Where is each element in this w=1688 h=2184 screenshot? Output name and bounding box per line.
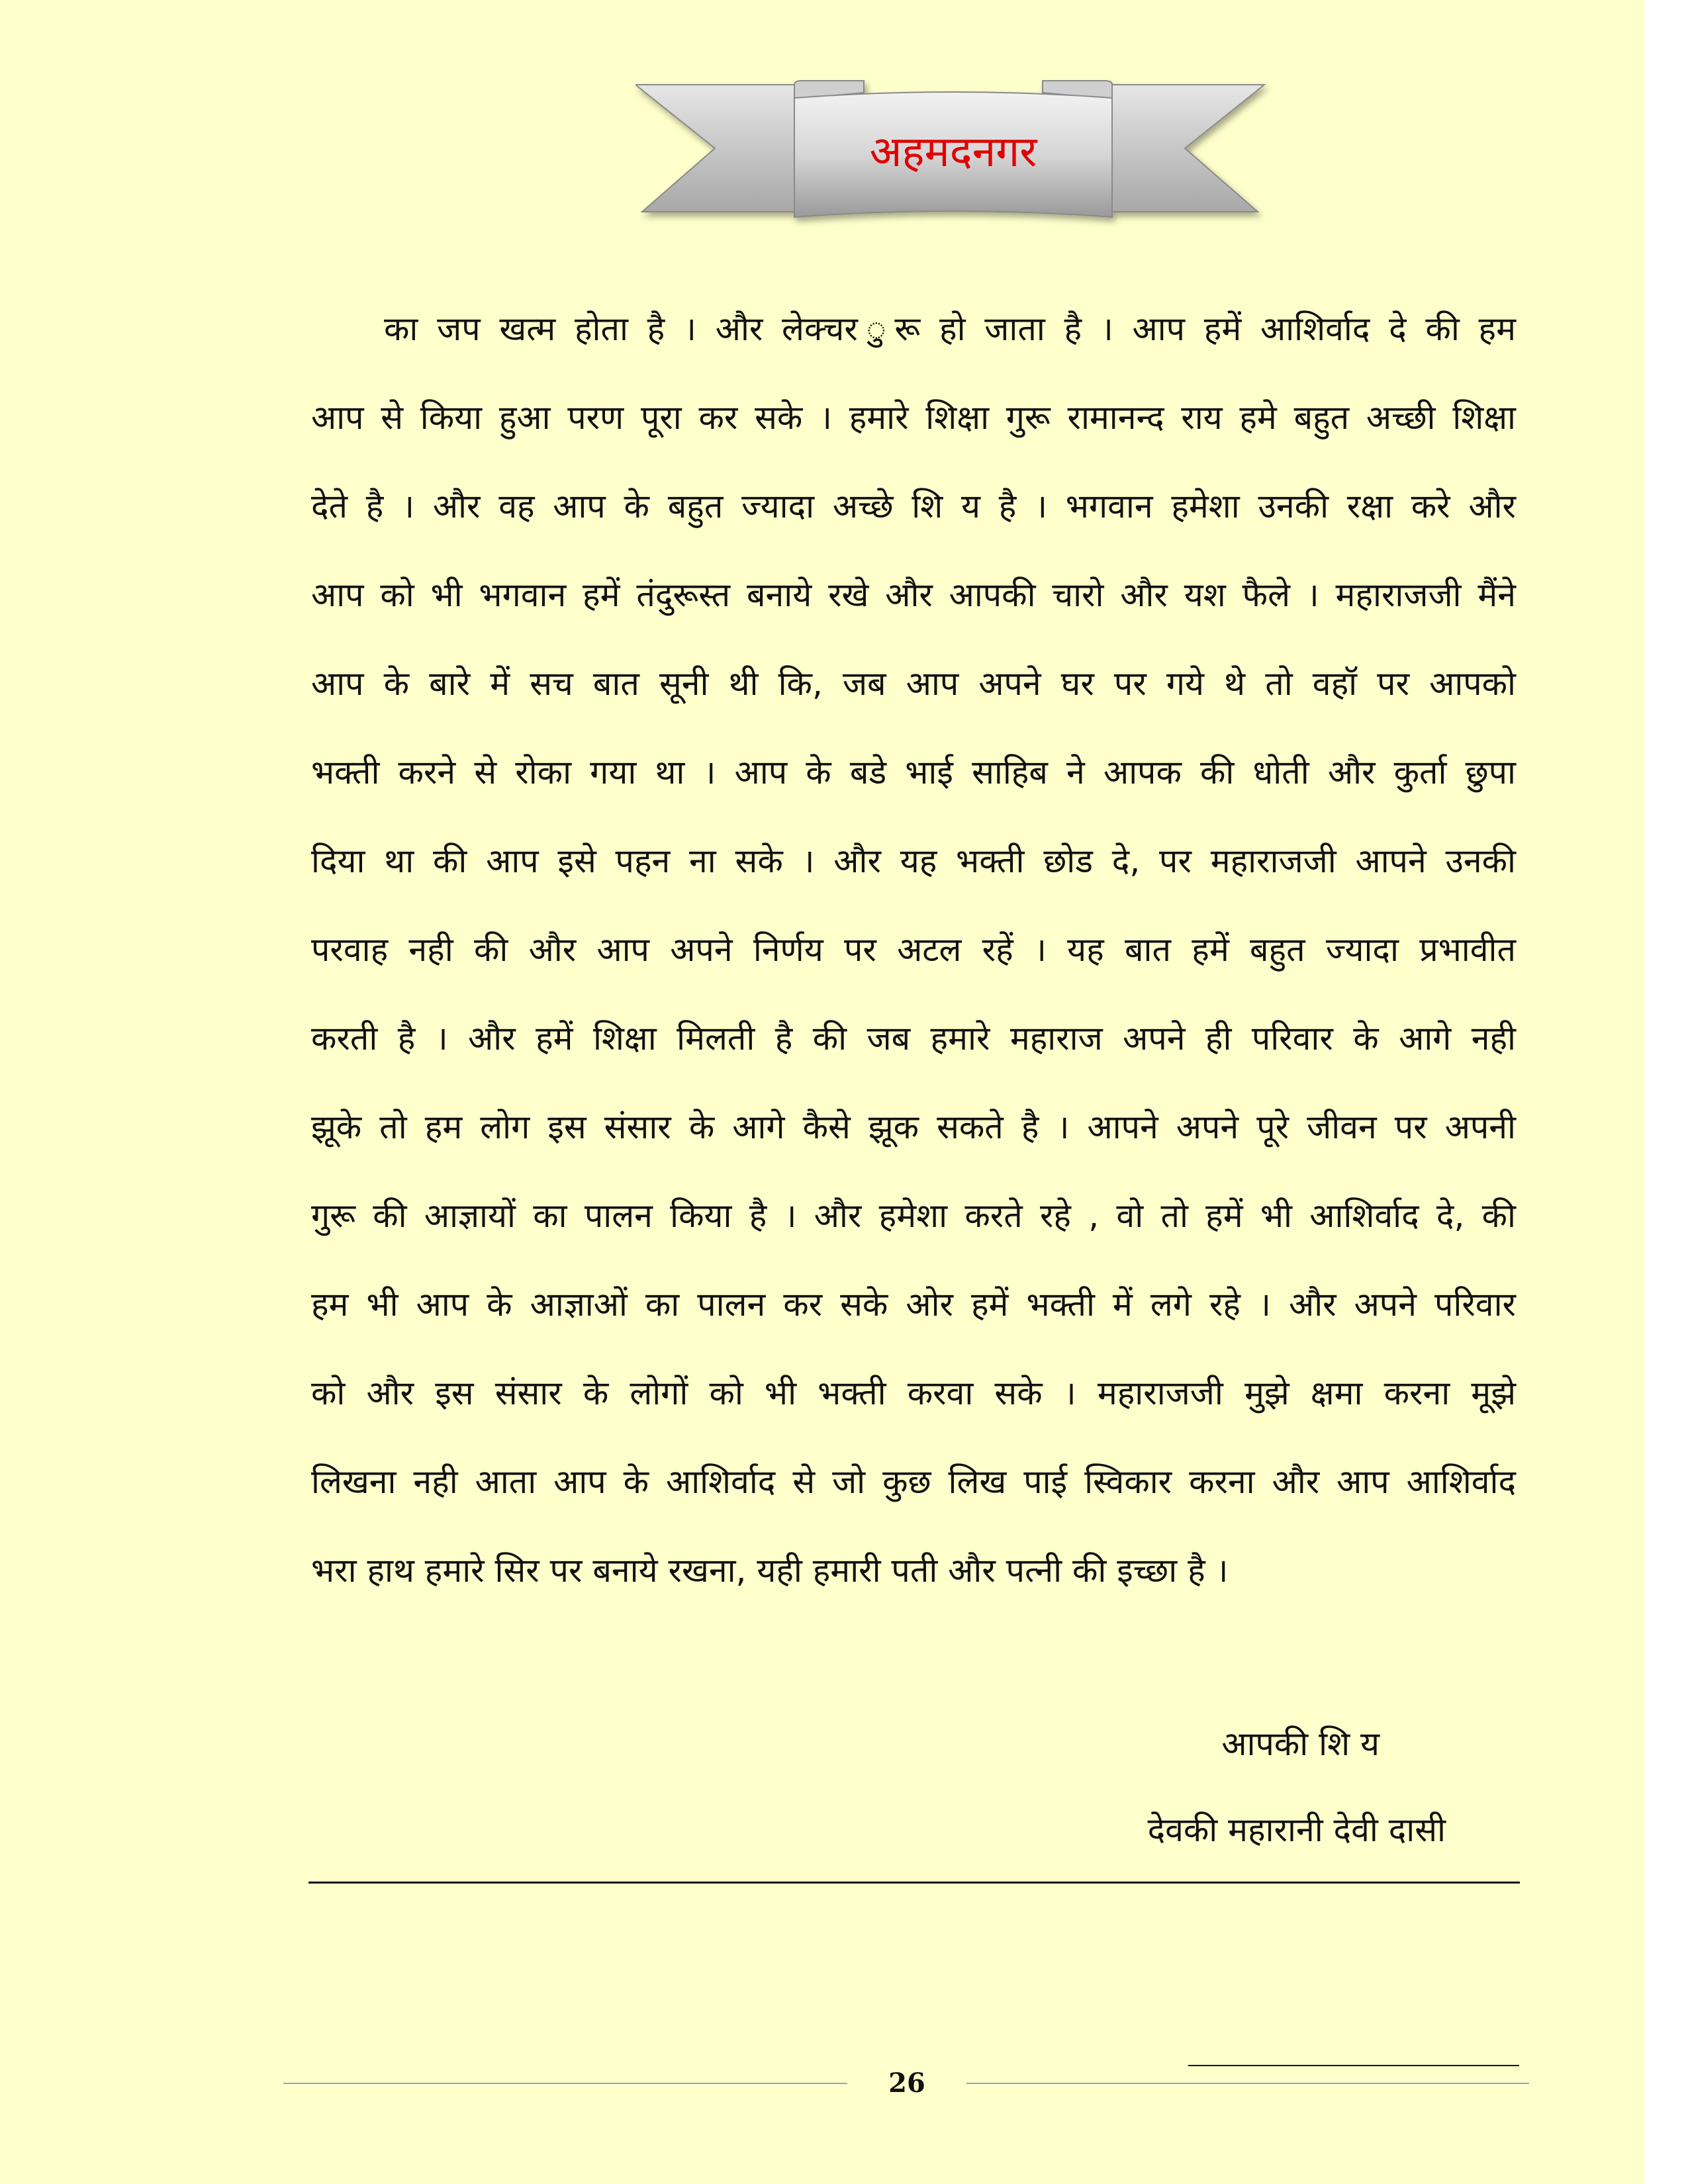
ribbon-right-tail bbox=[1099, 85, 1264, 212]
page-number: 26 bbox=[888, 2068, 925, 2099]
title-ribbon-banner bbox=[635, 79, 1271, 232]
section-divider bbox=[308, 1882, 1520, 1884]
signature-block bbox=[1148, 1701, 1446, 1873]
letter-line: देते है । और वह आप के बहुत ज्यादा अच्छे शि य है । भगवान हमेशा उनकी रक्षा करे और bbox=[311, 487, 1516, 525]
letter-line: झूके तो हम लोग इस संसार के आगे कैसे झूक सकते है । आपने अपने पूरे जीवन पर अपनी bbox=[311, 1108, 1516, 1146]
letter-body bbox=[311, 285, 1516, 1615]
letter-line: आप के बारे में सच बात सूनी थी कि, जब आप अपने घर पर गये थे तो वहॉ पर आपको bbox=[311, 664, 1516, 703]
letter-line: भरा हाथ हमारे सिर पर बनाये रखना, यही हमारी पती और पत्नी की इच्छा है । bbox=[311, 1551, 1229, 1590]
letter-line: आप से किया हुआ परण पूरा कर सके । हमारे शिक्षा गुरू रामानन्द राय हमे बहुत अच्छी शिक्षा bbox=[311, 398, 1516, 437]
letter-line: लिखना नही आता आप के आशिर्वाद से जो कुछ लिख पाई स्विकार करना और आप आशिर्वाद bbox=[311, 1463, 1516, 1501]
footnote-separator bbox=[1188, 2065, 1519, 2066]
letter-line: को और इस संसार के लोगों को भी भक्ती करवा सके । महाराजजी मुझे क्षमा करना मूझे bbox=[311, 1374, 1516, 1412]
letter-line: भक्ती करने से रोका गया था । आप के बडे भाई साहिब ने आपक की धोती और कुर्ता छुपा bbox=[311, 753, 1516, 792]
footer-rule-right bbox=[966, 2083, 1529, 2084]
letter-line: दिया था की आप इसे पहन ना सके । और यह भक्ती छोड दे, पर महाराजजी आपने उनकी bbox=[311, 842, 1516, 880]
letter-line: आप को भी भगवान हमें तंदुरूस्त बनाये रखे और आपकी चारो और यश फैले । महाराजजी मैंने bbox=[311, 576, 1516, 614]
letter-line: हम भी आप के आज्ञाओं का पालन कर सके ओर हमें भक्ती में लगे रहे । और अपने परिवार bbox=[311, 1285, 1516, 1324]
ribbon-left-tail bbox=[635, 85, 801, 212]
footer-rule-left bbox=[283, 2083, 847, 2084]
signer-name: देवकी महारानी देवी दासी bbox=[1147, 1811, 1446, 1849]
letter-line: का जप खत्म होता है । और लेक्चर ुरू हो जाता है । आप हमें आशिर्वाद दे की हम bbox=[384, 310, 1516, 348]
letter-line: परवाह नही की और आप अपने निर्णय पर अटल रहें । यह बात हमें बहुत ज्यादा प्रभावीत bbox=[311, 931, 1516, 969]
letter-line: गुरू की आज्ञायों का पालन किया है । और हमेशा करते रहे , वो तो हमें भी आशिर्वाद दे, की bbox=[311, 1197, 1516, 1235]
page-title: अहमदनगर bbox=[869, 128, 1037, 177]
closing-text: आपकी शि य bbox=[1221, 1725, 1380, 1763]
letter-line: करती है । और हमें शिक्षा मिलती है की जब हमारे महाराज अपने ही परिवार के आगे नही bbox=[311, 1019, 1516, 1058]
